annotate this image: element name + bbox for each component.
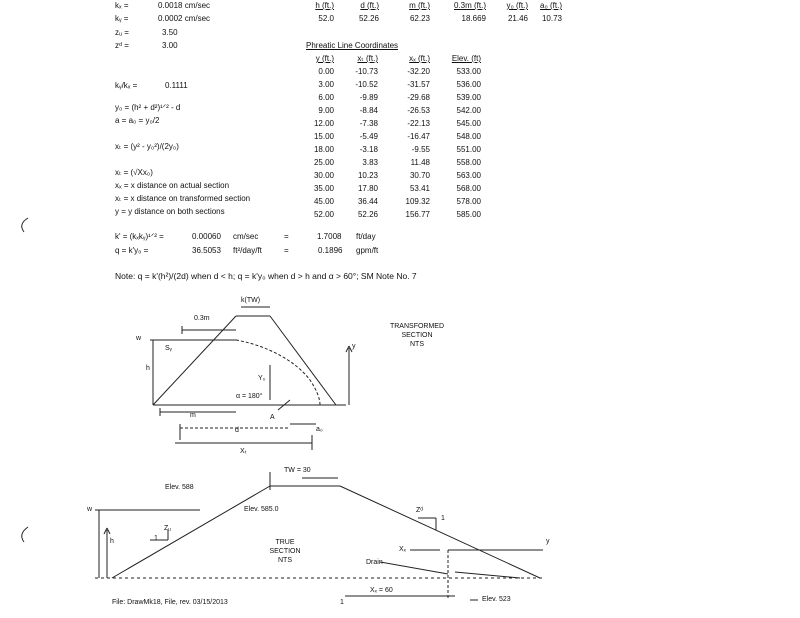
phreatic-cell: 52.00: [313, 210, 334, 219]
margin-mark-top: [22, 218, 28, 232]
phreatic-cell: -7.38: [359, 119, 378, 128]
phreatic-cell: -10.52: [355, 80, 378, 89]
phreatic-cell: 15.00: [313, 132, 334, 141]
phreatic-cell: -5.49: [359, 132, 378, 141]
q-value: 36.5053: [192, 246, 221, 255]
phreatic-cell: 585.00: [456, 210, 481, 219]
phreatic-header-xa: xₓ (ft.): [409, 54, 430, 63]
k-unit-ftday: ft/day: [356, 232, 376, 241]
footer-page: 1: [340, 599, 344, 606]
summary-value-d: 52.26: [358, 14, 379, 23]
phreatic-cell: 9.00: [318, 106, 334, 115]
phreatic-cell: 3.00: [318, 80, 334, 89]
note-text: Note: q = k'(h²)/(2d) when d < h; q = k'y₀ when d > h and α > 60°; SM Note No. 7: [115, 271, 417, 281]
zu-value: 3.50: [162, 28, 178, 37]
zd-label: zᵈ =: [115, 41, 129, 50]
ts-label-h: h: [146, 365, 150, 372]
zd-value: 3.00: [162, 41, 178, 50]
phreatic-cell: 52.26: [357, 210, 378, 219]
tr-label-y: y: [546, 538, 550, 545]
formula-y0: y₀ = (h² + d²)¹ᐟ² - d: [115, 103, 181, 112]
phreatic-cell: 36.44: [357, 197, 378, 206]
tr-label-zu: Zᵤ: [164, 525, 171, 532]
phreatic-cell: 3.83: [362, 158, 378, 167]
q-unit: ft²/day/ft: [233, 246, 262, 255]
phreatic-header-elev: Elev. (ft): [451, 54, 481, 63]
phreatic-cell: 11.48: [410, 158, 430, 167]
phreatic-header-xt: xₜ (ft.): [357, 54, 378, 63]
phreatic-cell: 539.00: [456, 93, 481, 102]
ts-label-03m: 0.3m: [194, 315, 210, 322]
phreatic-cell: 30.70: [409, 171, 430, 180]
phreatic-cell: 18.00: [313, 145, 334, 154]
phreatic-cell: 551.00: [456, 145, 481, 154]
ts-title-2: SECTION: [401, 332, 433, 339]
k-value: 0.00060: [192, 232, 221, 241]
tr-title-1: TRUE: [275, 539, 295, 546]
tr-label-w: w: [87, 506, 93, 513]
summary-value-a0: 10.73: [541, 14, 562, 23]
footer-file: File: DrawMk18, File, rev. 03/15/2013: [112, 599, 228, 606]
q-unit-gpm: gpm/ft: [356, 246, 379, 255]
ts-label-y0: Y₀: [258, 375, 266, 382]
k-equals: =: [284, 232, 289, 241]
phreatic-cell: 533.00: [456, 67, 481, 76]
ts-downstream-slope: [270, 316, 336, 405]
q-label: q = k'y₀ =: [115, 246, 149, 255]
tr-label-elev-mid: Elev. 585.0: [244, 506, 279, 513]
ts-label-sy: Sᵧ: [165, 345, 172, 352]
phreatic-cell: 12.00: [313, 119, 334, 128]
phreatic-cell: 109.32: [405, 197, 430, 206]
phreatic-cell: 53.41: [409, 184, 430, 193]
phreatic-cell: -31.57: [407, 80, 430, 89]
tr-title-2: SECTION: [269, 548, 301, 555]
phreatic-cell: 545.00: [456, 119, 481, 128]
tr-label-drain: Drain: [366, 559, 383, 566]
phreatic-cell: -22.13: [407, 119, 430, 128]
phreatic-cell: -29.68: [407, 93, 430, 102]
tr-label-one-left: 1: [154, 535, 158, 542]
phreatic-header-y: y (ft.): [315, 54, 334, 63]
ts-label-m: m: [190, 412, 196, 419]
ts-label-d: d: [235, 427, 239, 434]
phreatic-cell: 542.00: [456, 106, 481, 115]
ts-label-xt: Xₜ: [240, 448, 247, 455]
ts-label-a: A: [270, 414, 275, 421]
tr-title-3: NTS: [278, 557, 292, 564]
phreatic-cell: 578.00: [456, 197, 481, 206]
formula-xa: xₜ = (√Xx₀): [115, 168, 153, 177]
formula-xt: xₜ = (y² - y₀²)/(2y₀): [115, 142, 179, 151]
ts-upstream-slope: [153, 316, 236, 405]
summary-header-a0: a₀ (ft.): [540, 1, 562, 10]
summary-value-h: 52.0: [318, 14, 334, 23]
zu-label: zᵤ =: [115, 28, 129, 37]
def-xa: xₓ = x distance on actual section: [115, 181, 230, 190]
q-equals: =: [284, 246, 289, 255]
phreatic-cell: 563.00: [456, 171, 481, 180]
phreatic-cell: 17.80: [357, 184, 378, 193]
summary-header-m: m (ft.): [409, 1, 430, 10]
phreatic-cell: 10.23: [357, 171, 378, 180]
tr-upstream-slope: [112, 486, 270, 578]
phreatic-cell: 6.00: [318, 93, 334, 102]
tr-label-tw: TW = 30: [284, 467, 311, 474]
ts-label-w: w: [136, 335, 142, 342]
phreatic-cell: 156.77: [405, 210, 430, 219]
summary-header-y0: y₀ (ft.): [506, 1, 528, 10]
ratio-value: 0.1111: [165, 81, 188, 90]
phreatic-cell: 568.00: [456, 184, 481, 193]
margin-mark-bottom: [22, 527, 28, 542]
ts-title-1: TRANSFORMED: [389, 323, 445, 330]
ky-value: 0.0002 cm/sec: [158, 14, 211, 23]
phreatic-cell: 558.00: [456, 158, 481, 167]
phreatic-cell: -9.89: [359, 93, 378, 102]
phreatic-cell: 45.00: [313, 197, 334, 206]
summary-value-03m: 18.669: [461, 14, 486, 23]
summary-value-y0: 21.46: [507, 14, 528, 23]
k-label: k' = (kₓkᵧ)¹ᐟ² =: [115, 232, 164, 241]
tr-label-xd: Xₓ: [399, 546, 406, 553]
phreatic-cell: 30.00: [313, 171, 334, 180]
ts-label-a0: a₀: [316, 426, 323, 433]
kx-value: 0.0018 cm/sec: [158, 1, 211, 10]
phreatic-cell: 25.00: [313, 158, 334, 167]
ts-title-3: NTS: [410, 341, 424, 348]
ts-label-y: y: [352, 343, 356, 350]
ky-label: kᵧ =: [115, 14, 129, 23]
tr-drain-leader: [380, 562, 448, 574]
kx-label: kₓ =: [115, 1, 129, 10]
phreatic-title: Phreatic Line Coordinates: [306, 41, 399, 50]
summary-value-m: 62.23: [409, 14, 430, 23]
k-value-ftday: 1.7008: [317, 232, 342, 241]
tr-label-zd: Zᵈ: [416, 507, 423, 514]
phreatic-cell: 0.00: [318, 67, 334, 76]
ts-label-ktw: k(TW): [241, 297, 261, 304]
phreatic-cell: -26.53: [407, 106, 430, 115]
tr-label-elev-top: Elev. 588: [165, 484, 194, 491]
summary-header-03m: 0.3m (ft.): [453, 1, 486, 10]
k-unit: cm/sec: [233, 232, 259, 241]
phreatic-cell: -10.73: [355, 67, 378, 76]
tr-label-h: h: [110, 538, 114, 545]
formula-a: a = a₀ = y₀/2: [115, 116, 160, 125]
summary-header-h: h (ft.): [315, 1, 334, 10]
phreatic-cell: 35.00: [313, 184, 334, 193]
def-y: y = y distance on both sections: [115, 207, 225, 216]
phreatic-cell: -3.18: [359, 145, 378, 154]
phreatic-cell: -8.84: [359, 106, 378, 115]
ratio-label: kᵧ/kₓ =: [115, 81, 138, 90]
phreatic-cell: -9.55: [411, 145, 430, 154]
tr-label-elev-bot: Elev. 523: [482, 596, 511, 603]
summary-header-d: d (ft.): [360, 1, 379, 10]
tr-label-xd-val: Xₓ = 60: [370, 587, 393, 594]
phreatic-cell: -32.20: [407, 67, 430, 76]
def-xt: xₜ = x distance on transformed section: [115, 194, 251, 203]
tr-label-one-right: 1: [441, 515, 445, 522]
phreatic-cell: 548.00: [456, 132, 481, 141]
q-value-gpm: 0.1896: [318, 246, 343, 255]
phreatic-cell: -16.47: [407, 132, 430, 141]
ts-label-alpha: α = 180°: [236, 393, 263, 400]
phreatic-cell: 536.00: [456, 80, 481, 89]
